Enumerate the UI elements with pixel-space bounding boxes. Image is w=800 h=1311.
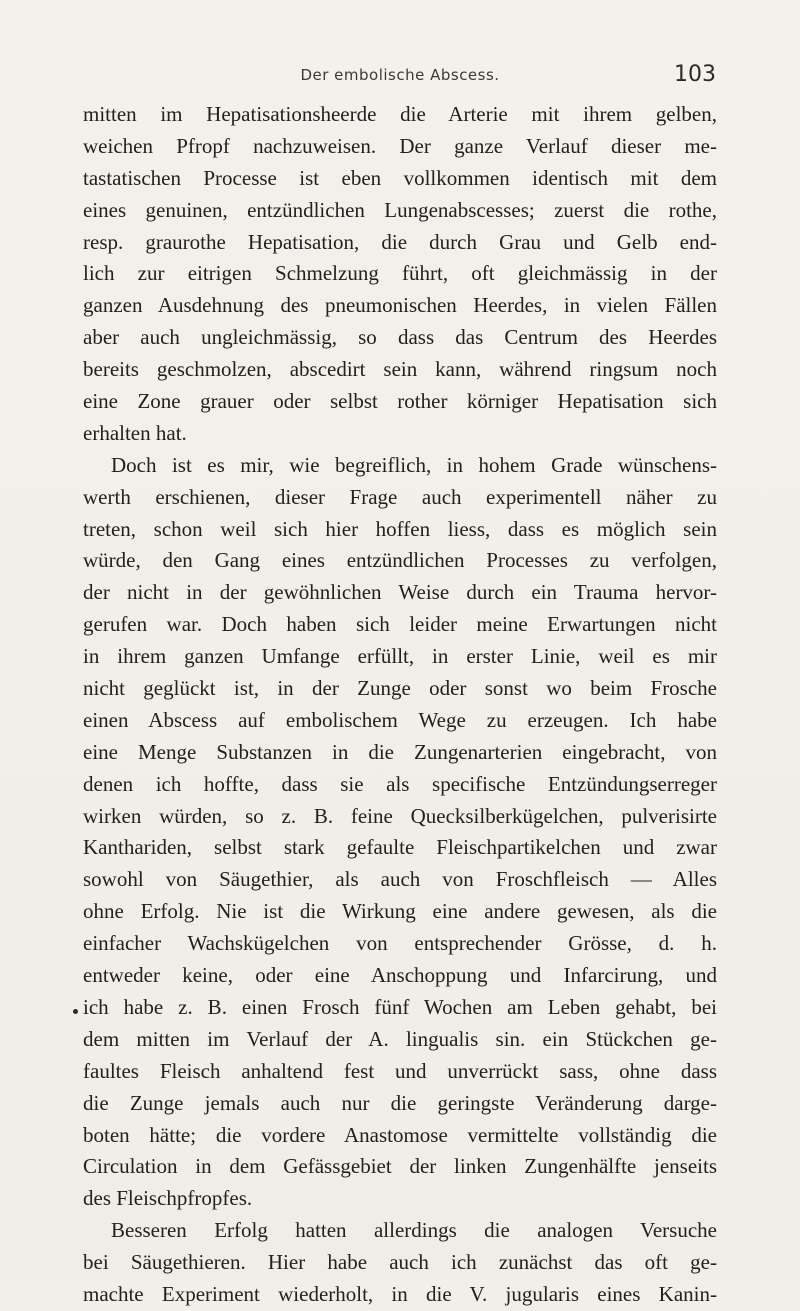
body-text [83, 99, 717, 1311]
text-line: tastatischen Processe ist eben vollkommen identisch mit dem [83, 165, 717, 190]
text-line: resp. graurothe Hepatisation, die durch Grau und Gelb end- [83, 229, 717, 254]
text-line: machte Experiment wiederholt, in die V. jugularis eines Kanin- [83, 1281, 717, 1306]
text-line: würde, den Gang eines entzündlichen Processes zu verfolgen, [83, 548, 717, 573]
text-line: der nicht in der gewöhnlichen Weise durch ein Trauma hervor- [83, 580, 717, 605]
text-line: gerufen war. Doch haben sich leider meine Erwartungen nicht [83, 612, 717, 637]
text-line: mitten im Hepatisationsheerde die Arterie mit ihrem gelben, [83, 102, 717, 126]
text-line: wirken würden, so z. B. feine Quecksilberkügelchen, pulverisirte [83, 803, 717, 828]
text-line: des Fleischpfropfes. [83, 1186, 253, 1211]
text-line: entweder keine, oder eine Anschoppung und Infarcirung, und [83, 963, 717, 988]
text-line: aber auch ungleichmässig, so dass das Centrum des Heerdes [83, 325, 717, 350]
text-line: faultes Fleisch anhaltend fest und unverrückt sass, ohne dass [83, 1058, 717, 1083]
text-line: ohne Erfolg. Nie ist die Wirkung eine andere gewesen, als die [83, 899, 717, 924]
page-header [84, 62, 716, 92]
text-line: die Zunge jemals auch nur die geringste Veränderung darge- [83, 1090, 717, 1115]
text-line: erhalten hat. [83, 420, 187, 445]
text-line: Besseren Erfolg hatten allerdings die analogen Versuche [111, 1218, 717, 1243]
text-line: eines genuinen, entzündlichen Lungenabscesses; zuerst die rothe, [83, 197, 717, 222]
text-line: lich zur eitrigen Schmelzung führt, oft gleichmässig in der [83, 261, 717, 286]
text-line: treten, schon weil sich hier hoffen liess, dass es möglich sein [83, 516, 717, 541]
text-line: in ihrem ganzen Umfange erfüllt, in erster Linie, weil es mir [83, 644, 717, 669]
text-line: eine Menge Substanzen in die Zungenarterien eingebracht, von [83, 739, 717, 764]
running-head: Der embolische Abscess. [300, 66, 500, 84]
text-line: werth erschienen, dieser Frage auch experimentell näher zu [83, 484, 717, 509]
text-line: bereits geschmolzen, abscedirt sein kann, während ringsum noch [83, 357, 717, 382]
text-line: denen ich hoffte, dass sie als specifische Entzündungserreger [83, 771, 717, 796]
text-line: Kanthariden, selbst stark gefaulte Fleischpartikelchen und zwar [83, 835, 717, 860]
page-number: 103 [674, 62, 716, 87]
text-line: dem mitten im Verlauf der A. lingualis sin. ein Stückchen ge- [83, 1026, 717, 1051]
text-line: einen Abscess auf embolischem Wege zu erzeugen. Ich habe [83, 707, 717, 732]
text-line: eine Zone grauer oder selbst rother körniger Hepatisation sich [83, 389, 717, 414]
text-line: sowohl von Säugethier, als auch von Froschfleisch — Alles [83, 867, 717, 892]
text-line: Circulation in dem Gefässgebiet der linken Zungenhälfte jenseits [83, 1154, 717, 1179]
margin-dot [73, 1009, 78, 1014]
text-line: nicht geglückt ist, in der Zunge oder sonst wo beim Frosche [83, 676, 717, 701]
text-line: Doch ist es mir, wie begreiflich, in hohem Grade wünschens- [111, 452, 717, 477]
text-line: ich habe z. B. einen Frosch fünf Wochen am Leben gehabt, bei [83, 994, 717, 1019]
text-line: bei Säugethieren. Hier habe auch ich zunächst das oft ge- [83, 1250, 717, 1275]
text-line: ganzen Ausdehnung des pneumonischen Heerdes, in vielen Fällen [83, 293, 717, 318]
text-line: weichen Pfropf nachzuweisen. Der ganze Verlauf dieser me- [83, 133, 717, 158]
text-line: boten hätte; die vordere Anastomose vermittelte vollständig die [83, 1122, 717, 1147]
text-line: einfacher Wachskügelchen von entsprechender Grösse, d. h. [83, 931, 717, 956]
